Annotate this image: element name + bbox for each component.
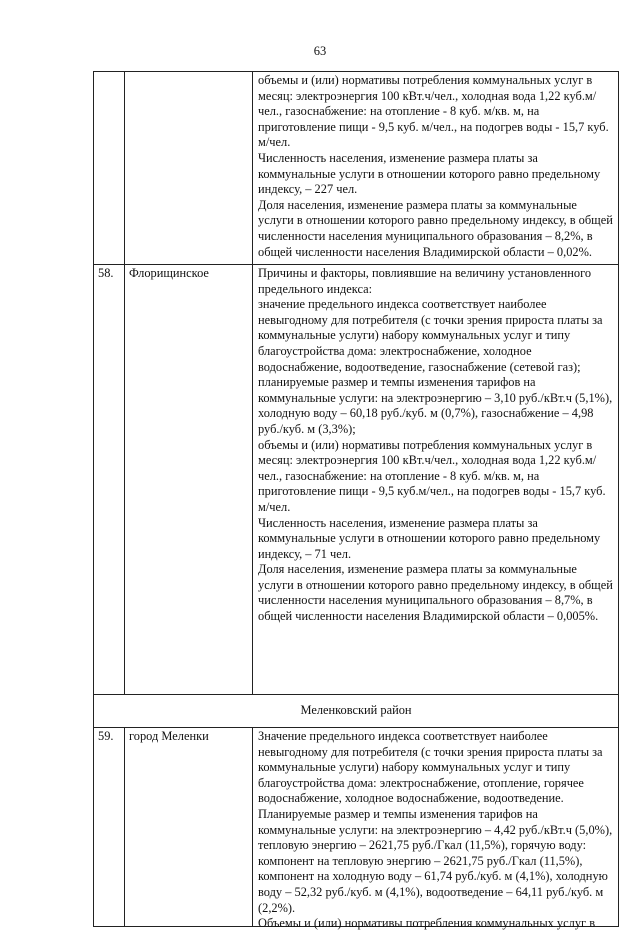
description-paragraph: Значение предельного индекса соответствует наиболее невыгодному для потребителя (с точки зрения прироста платы за коммунальные услуги) набору коммунальных услуг и типу благоустройства дома: электроснабжение, отопление, горячее водоснабжение, холодное водоснабжение, водоотведение. xyxy=(258,729,603,806)
table-row xyxy=(93,71,619,265)
description-paragraph: значение предельного индекса соответствует наиболее невыгодному для потребителя (с точки зрения прироста платы за коммунальные услуги) набору коммунальных услуг и типу благоустройства дома: электроснабжение, холодное водоснабжение, водоотведение, газоснабжение (сетевой газ); xyxy=(258,297,603,374)
settlement-name-cell xyxy=(125,72,253,264)
description-paragraph: Численность населения, изменение размера платы за коммунальные услуги в отношении которого равно предельному индексу, – 227 чел. xyxy=(258,150,601,197)
description-cell xyxy=(253,265,618,694)
description-paragraph: Объемы и (или) нормативы потребления коммунальных услуг в xyxy=(258,916,596,931)
section-header-row xyxy=(93,694,619,728)
description-cell xyxy=(253,728,618,931)
description-paragraph: объемы и (или) нормативы потребления коммунальных услуг в месяц: электроэнергия 100 кВт.ч/чел., холодная вода 1,22 куб.м/чел., газоснабжение: на отопление - 8 куб. м/кв. м, на приготовление пищи - 9,5 куб. м/чел., на подогрев воды - 15,7 куб. м/чел. xyxy=(258,73,609,150)
description-paragraph: Планируемые размер и темпы изменения тарифов на коммунальные услуги: на электроэнергию – 4,42 руб./кВт.ч (5,0%), тепловую энергию – 2621,75 руб./Гкал (11,5%), горячую воду: компонент на тепловую энергию – 2621,75 руб./Гкал (11,5%), компонент на холодную воду – 61,74 руб./куб. м (4,1%), холодную воду – 52,32 руб./куб. м (4,1%), водоотведение – 64,11 руб./куб. м (2,2%). xyxy=(258,806,613,915)
page-number: 63 xyxy=(313,44,327,58)
district-title: Меленковский район xyxy=(300,703,412,717)
description-paragraph: Доля населения, изменение размера платы за коммунальные услуги в отношении которого равно предельному индексу, в общей численности населения муниципального образования – 8,7%, в общей численности населения Владимирской области – 0,005%. xyxy=(258,562,613,624)
row-number-cell: 58. xyxy=(94,265,125,694)
settlement-name-cell: Флорищинское xyxy=(125,265,253,694)
description-paragraph: Доля населения, изменение размера платы за коммунальные услуги в отношении которого равно предельному индексу, в общей численности населения муниципального образования – 8,2%, в общей численности населения Владимирской области – 0,02%. xyxy=(258,197,613,259)
table-row xyxy=(93,264,619,695)
description-cell xyxy=(253,72,618,264)
settlement-name-cell: город Меленки xyxy=(125,728,253,926)
row-number-cell xyxy=(94,72,125,264)
description-paragraph: объемы и (или) нормативы потребления коммунальных услуг в месяц: электроэнергия 100 кВт.ч/чел., холодная вода 1,22 куб.м/чел., газоснабжение: на отопление - 8 куб. м/кв. м, на приготовление пищи - 9,5 куб.м/чел., на подогрев воды - 15,7 куб. м/чел. xyxy=(258,437,606,514)
description-paragraph: Причины и факторы, повлиявшие на величину установленного предельного индекса: xyxy=(258,266,592,296)
description-paragraph: Численность населения, изменение размера платы за коммунальные услуги в отношении которого равно предельному индексу, – 71 чел. xyxy=(258,515,601,561)
description-paragraph: планируемые размер и темпы изменения тарифов на коммунальные услуги: на электроэнергию – 3,10 руб./кВт.ч (5,1%), холодную воду – 60,18 руб./куб. м (0,7%), газоснабжение – 4,98 руб./куб. м (3,3%); xyxy=(258,375,613,436)
table-row xyxy=(93,727,619,931)
row-number-cell: 59. xyxy=(94,728,125,926)
